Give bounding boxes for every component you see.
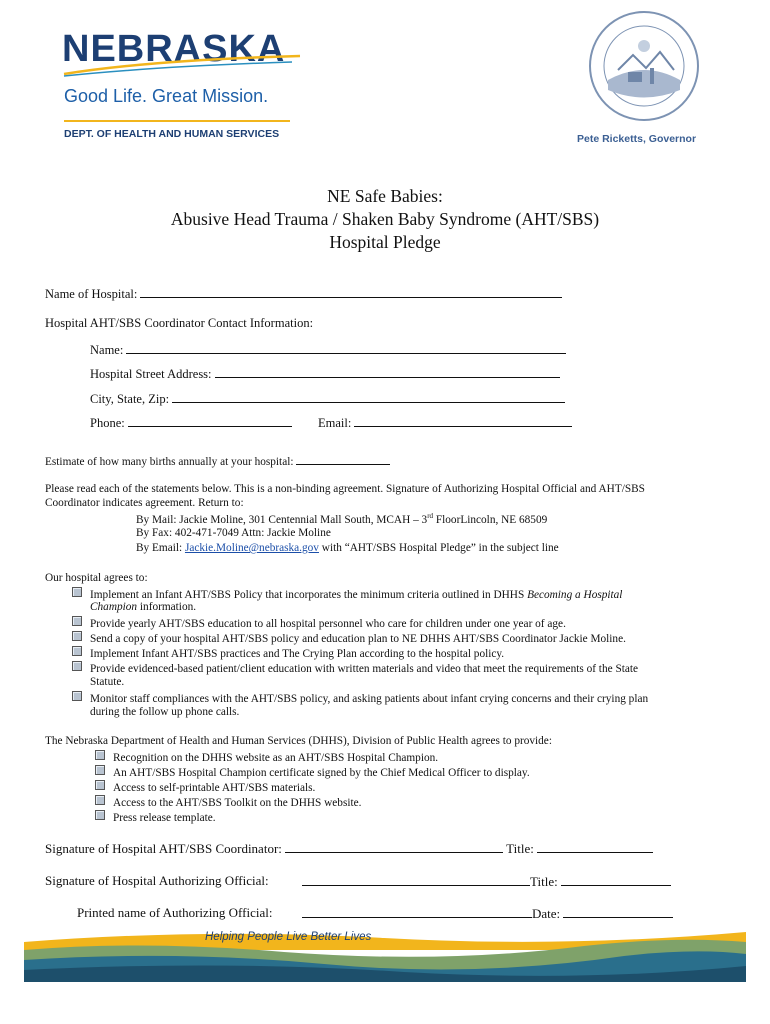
dhhs-item-text: Press release template. — [113, 812, 216, 824]
checkbox-icon — [72, 587, 82, 597]
births-field[interactable] — [296, 454, 390, 465]
mail-text: By Mail: Jackie Moline, 301 Centennial Mall South, MCAH – 3 — [136, 513, 428, 526]
agreement-item-5-cont: Statute. — [90, 676, 125, 688]
agreement-item-text: Provide yearly AHT/SBS education to all hospital personnel who care for children under one year of age. — [90, 618, 566, 630]
agreement-item-italic: Champion — [90, 601, 138, 613]
agreement-item-1 — [72, 587, 622, 601]
dhhs-item-2 — [95, 765, 530, 779]
births-label: Estimate of how many births annually at your hospital: — [45, 456, 294, 468]
official-title-label: Title: — [530, 874, 558, 889]
governor-name: Pete Ricketts, Governor — [577, 133, 697, 145]
dhhs-item-1 — [95, 750, 438, 764]
phone-field[interactable] — [128, 414, 292, 427]
email-prefix: By Email: — [136, 542, 185, 554]
return-by-fax: By Fax: 402-471-7049 Attn: Jackie Moline — [136, 527, 331, 539]
footer-slogan: Helping People Live Better Lives — [205, 931, 372, 943]
agreement-item-text: Implement an Infant AHT/SBS Policy that incorporates the minimum criteria outlined in DHHS — [90, 589, 528, 601]
dhhs-item-text: An AHT/SBS Hospital Champion certificate signed by the Chief Medical Officer to display. — [113, 767, 530, 779]
document-title-line1: NE Safe Babies: — [327, 186, 443, 206]
footer-landscape-banner — [24, 920, 746, 982]
checkbox-icon — [95, 780, 105, 790]
checkbox-icon — [72, 616, 82, 626]
return-by-mail — [136, 512, 547, 526]
agreement-item-6 — [72, 691, 648, 705]
printed-name-label: Printed name of Authorizing Official: — [77, 905, 273, 920]
official-signature-label: Signature of Hospital Authorizing Official: — [45, 873, 269, 888]
agreement-item-3 — [72, 631, 626, 645]
phone-label: Phone: — [90, 416, 125, 430]
coordinator-name-field[interactable] — [126, 341, 566, 354]
coordinator-heading: Hospital AHT/SBS Coordinator Contact Information: — [45, 316, 314, 330]
date-label: Date: — [532, 906, 561, 921]
agreement-heading: Our hospital agrees to: — [45, 572, 148, 584]
department-name: DEPT. OF HEALTH AND HUMAN SERVICES — [64, 128, 280, 140]
email-suffix: with “AHT/SBS Hospital Pledge” in the subject line — [318, 542, 559, 554]
official-title-field[interactable] — [561, 873, 671, 886]
city-row — [90, 390, 565, 407]
printed-name-field[interactable] — [302, 905, 532, 918]
email-label: Email: — [318, 416, 352, 430]
checkbox-icon — [72, 631, 82, 641]
document-title-line3: Hospital Pledge — [329, 232, 441, 252]
coordinator-title-label: Title: — [506, 841, 534, 856]
agreement-item-italic: Becoming a Hospital — [527, 589, 623, 601]
checkbox-icon — [72, 661, 82, 671]
city-label: City, State, Zip: — [90, 392, 170, 406]
logo-divider — [64, 120, 290, 122]
official-signature-field[interactable] — [302, 873, 530, 886]
coordinator-signature-field[interactable] — [285, 840, 503, 853]
official-signature-row — [302, 873, 671, 890]
dhhs-item-text: Recognition on the DHHS website as an AHT/SBS Hospital Champion. — [113, 752, 439, 764]
coordinator-title-field[interactable] — [537, 840, 653, 853]
checkbox-icon — [95, 795, 105, 805]
hospital-name-row — [45, 285, 562, 302]
logo-tagline: Good Life. Great Mission. — [64, 86, 269, 106]
instructions-line1: Please read each of the statements below. This is a non-binding agreement. Signature of Authorizing Hospital Official and AHT/SBS — [45, 483, 645, 495]
coordinator-name-label: Name: — [90, 343, 124, 357]
coordinator-signature-row — [45, 840, 653, 857]
agreement-item-5 — [72, 661, 638, 675]
agreement-item-1-cont — [90, 601, 196, 613]
state-seal-icon — [588, 10, 700, 122]
dhhs-item-4 — [95, 795, 361, 809]
nebraska-logo-word: NEBRASKA — [62, 28, 286, 70]
checkbox-icon — [72, 646, 82, 656]
mail-superscript: rd — [427, 512, 434, 520]
dhhs-item-text: Access to the AHT/SBS Toolkit on the DHHS website. — [113, 797, 362, 809]
logo-swoosh-icon — [62, 52, 302, 82]
checkbox-icon — [95, 765, 105, 775]
dhhs-item-5 — [95, 810, 216, 824]
checkbox-icon — [95, 810, 105, 820]
street-label: Hospital Street Address: — [90, 367, 212, 381]
agreement-item-text: information. — [137, 601, 197, 613]
agreement-item-text: Monitor staff compliances with the AHT/SBS policy, and asking patients about infant crying concerns and their crying plan — [90, 693, 649, 705]
return-by-email — [136, 542, 559, 554]
city-field[interactable] — [172, 390, 565, 403]
checkbox-icon — [72, 691, 82, 701]
coordinator-name-row — [90, 341, 566, 358]
agreement-item-4 — [72, 646, 504, 660]
mail-text-suffix: FloorLincoln, NE 68509 — [433, 513, 548, 526]
agreement-item-6-cont: during the follow up phone calls. — [90, 706, 240, 718]
street-row — [90, 365, 560, 382]
email-link[interactable]: Jackie.Moline@nebraska.gov — [184, 542, 319, 554]
hospital-name-field[interactable] — [140, 285, 562, 298]
street-field[interactable] — [215, 365, 560, 378]
agreement-item-2 — [72, 616, 566, 630]
coordinator-signature-label: Signature of Hospital AHT/SBS Coordinator: — [45, 841, 282, 856]
agreement-item-text: Implement Infant AHT/SBS practices and The Crying Plan according to the hospital policy. — [90, 648, 505, 660]
hospital-name-label: Name of Hospital: — [45, 287, 138, 301]
dhhs-item-text: Access to self-printable AHT/SBS materials. — [113, 782, 316, 794]
document-title-line2: Abusive Head Trauma / Shaken Baby Syndrome (AHT/SBS) — [170, 209, 600, 229]
dhhs-heading: The Nebraska Department of Health and Human Services (DHHS), Division of Public Health agrees to provide: — [45, 735, 552, 747]
agreement-item-text: Send a copy of your hospital AHT/SBS policy and education plan to NE DHHS AHT/SBS Coordinator Jackie Moline. — [90, 633, 626, 645]
phone-row — [90, 414, 292, 431]
births-row — [45, 454, 390, 468]
date-field[interactable] — [563, 905, 673, 918]
instructions-line2: Coordinator indicates agreement. Return to: — [45, 497, 244, 509]
checkbox-icon — [95, 750, 105, 760]
email-field[interactable] — [354, 414, 572, 427]
dhhs-item-3 — [95, 780, 315, 794]
email-row — [318, 414, 572, 431]
agreement-item-text: Provide evidenced-based patient/client education with written materials and video that meet the requirements of the State — [90, 663, 639, 675]
